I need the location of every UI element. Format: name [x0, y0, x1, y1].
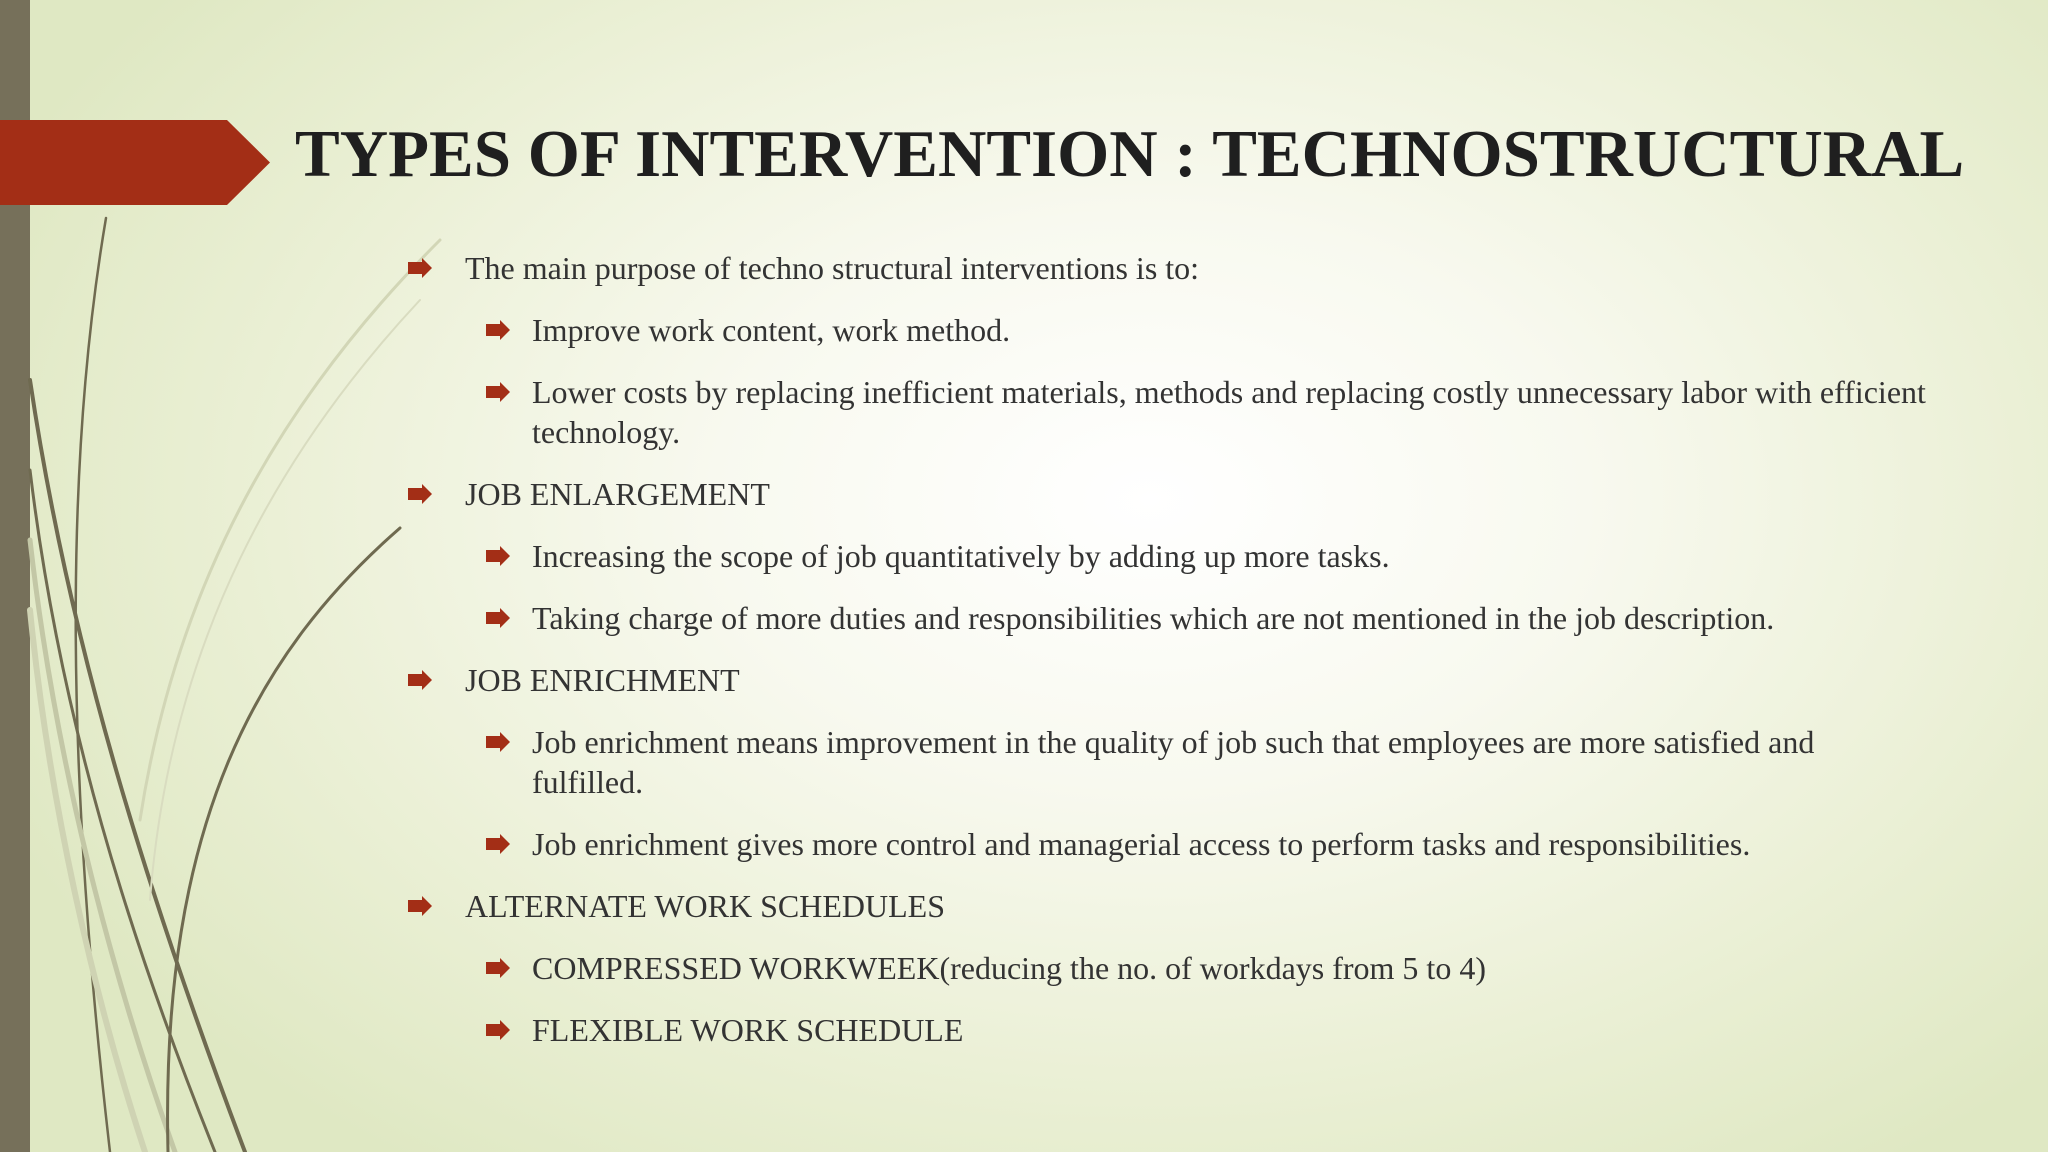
- arrow-bullet-icon: [408, 484, 432, 504]
- arrow-bullet-icon: [408, 896, 432, 916]
- sub-bullet-item: [486, 1010, 1928, 1050]
- arrow-bullet-icon: [486, 608, 510, 628]
- arrow-bullet-icon: [486, 1020, 510, 1040]
- bullet-text: JOB ENLARGEMENT: [465, 476, 770, 512]
- bullet-text: COMPRESSED WORKWEEK(reducing the no. of workdays from 5 to 4): [532, 950, 1486, 986]
- title-arrow-banner: [0, 120, 270, 205]
- arrow-bullet-icon: [486, 834, 510, 854]
- arrow-bullet-icon: [486, 382, 510, 402]
- arrow-bullet-icon: [486, 732, 510, 752]
- bullet-item: [408, 474, 1928, 514]
- bullet-text: The main purpose of techno structural interventions is to:: [465, 250, 1200, 286]
- bullet-text: ALTERNATE WORK SCHEDULES: [465, 888, 946, 924]
- arrow-bullet-icon: [486, 320, 510, 340]
- bullet-text: Increasing the scope of job quantitatively by adding up more tasks.: [532, 538, 1390, 574]
- bullet-text: Job enrichment means improvement in the quality of job such that employees are more satisfied and fulfilled.: [532, 724, 1815, 800]
- sub-bullet-item: [486, 948, 1928, 988]
- sub-bullet-item: [486, 598, 1928, 638]
- arrow-bullet-icon: [408, 670, 432, 690]
- sub-bullet-item: [486, 372, 1928, 452]
- bullet-text: FLEXIBLE WORK SCHEDULE: [532, 1012, 964, 1048]
- bullet-text: Taking charge of more duties and responsibilities which are not mentioned in the job description.: [532, 600, 1775, 636]
- bullet-item: [408, 660, 1928, 700]
- arrow-bullet-icon: [486, 546, 510, 566]
- bullet-item: [408, 248, 1928, 288]
- sub-bullet-item: [486, 722, 1928, 802]
- sub-bullet-item: [486, 310, 1928, 350]
- arrow-bullet-icon: [486, 958, 510, 978]
- bullet-text: Improve work content, work method.: [532, 312, 1011, 348]
- bullet-list: [408, 248, 1928, 1072]
- slide-title: TYPES OF INTERVENTION : TECHNOSTRUCTURAL: [295, 117, 1965, 191]
- bullet-item: [408, 886, 1928, 926]
- bullet-text: Job enrichment gives more control and managerial access to perform tasks and responsibilities.: [532, 826, 1751, 862]
- bullet-text: Lower costs by replacing inefficient materials, methods and replacing costly unnecessary labor with efficient technology.: [532, 374, 1926, 450]
- sub-bullet-item: [486, 824, 1928, 864]
- sub-bullet-item: [486, 536, 1928, 576]
- arrow-bullet-icon: [408, 258, 432, 278]
- bullet-text: JOB ENRICHMENT: [465, 662, 740, 698]
